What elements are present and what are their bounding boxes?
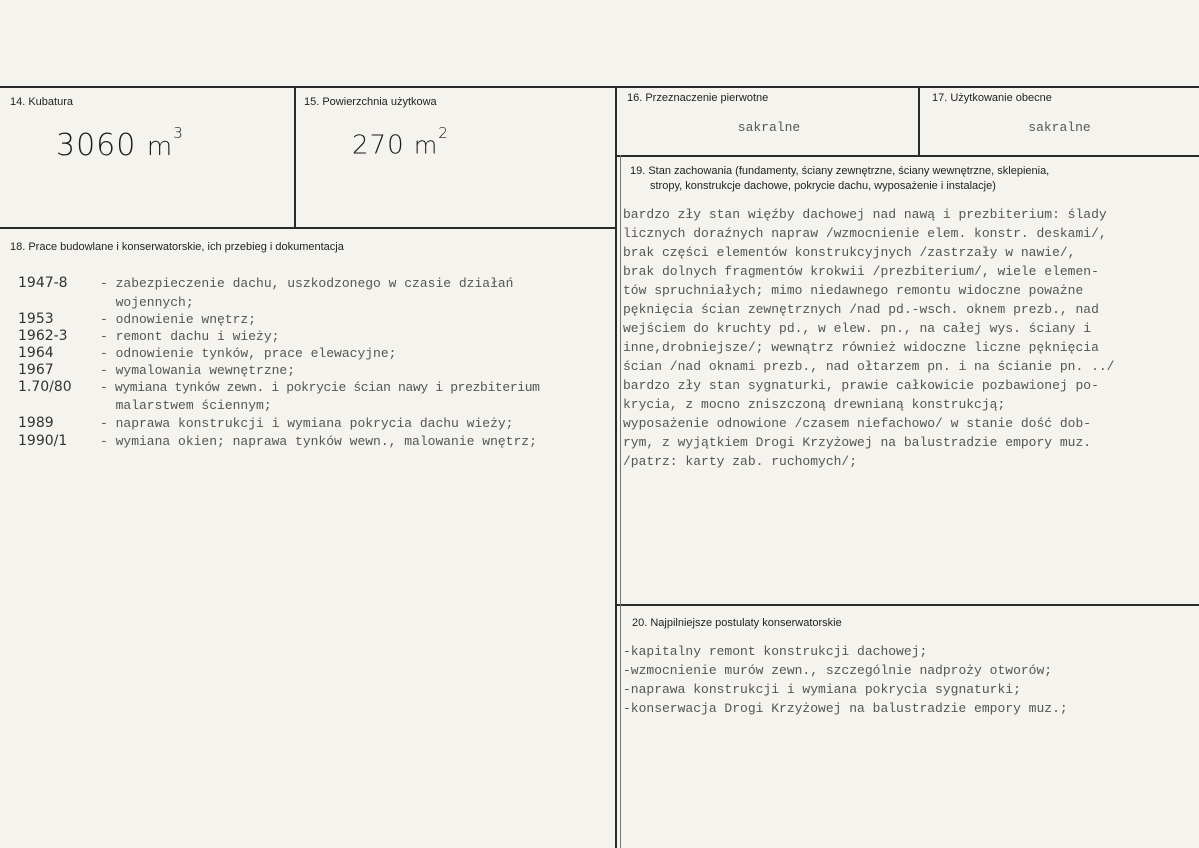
field-16-label: 16. Przeznaczenie pierwotne [627, 92, 769, 104]
work-row: 1990/1 - wymiana okien; naprawa tynków wewn., malowanie wnętrz; [18, 433, 537, 449]
field-14-label: 14. Kubatura [10, 96, 73, 108]
work-row: 1962-3 - remont dachu i wieży; [18, 328, 280, 344]
work-row: malarstwem ściennym; [100, 398, 272, 413]
work-row: 1964 - odnowienie tynków, prace elewacyjne; [18, 345, 397, 361]
field-16-value: sakralne [737, 120, 801, 135]
work-row: 1947-8 - zabezpieczenie dachu, uszkodzonego w czasie działań [18, 275, 514, 291]
condition-line: bardzo zły stan sygnaturki, prawie całkowicie pozbawionej po- [623, 378, 1099, 393]
top-rule [0, 86, 1199, 88]
field-15-value: 270 $m^2$ [352, 124, 449, 161]
condition-line: /patrz: karty zab. ruchomych/; [623, 454, 858, 469]
field-18-label: 18. Prace budowlane i konserwatorskie, ich przebieg i dokumentacja [10, 241, 344, 253]
condition-line: brak dolnych fragmentów krokwii /prezbiterium/, wiele elemen- [623, 264, 1099, 279]
postulate-line: -konserwacja Drogi Krzyżowej na balustradzie empory muz.; [623, 701, 1068, 716]
field-14-value: 3060 $m^3$ [56, 124, 184, 163]
work-row: 1967 - wymalowania wewnętrzne; [18, 362, 296, 378]
rule-below-14-15 [0, 227, 617, 229]
work-row: 1989 - naprawa konstrukcji i wymiana pokrycia dachu wieży; [18, 415, 514, 431]
condition-line: bardzo zły stan więźby dachowej nad nawą i prezbiterium: ślady [623, 207, 1107, 222]
postulate-line: -wzmocnienie murów zewn., szczególnie nadproży otworów; [623, 663, 1053, 678]
condition-line: licznych doraźnych napraw /wzmocnienie elem. konstr. deskami/, [623, 226, 1107, 241]
condition-line: krycia, z mocno zniszczoną drewnianą konstrukcją; [623, 397, 1006, 412]
condition-line: wejściem do kruchty pd., w elew. pn., na całej wys. ściany i [623, 321, 1092, 336]
postulate-line: -kapitalny remont konstrukcji dachowej; [623, 644, 928, 659]
condition-line: brak części elementów konstrukcyjnych /zastrzały w nawie/, [623, 245, 1076, 260]
work-row: 1953 - odnowienie wnętrz; [18, 311, 257, 327]
divider-main [615, 86, 617, 848]
field-19-label: 19. Stan zachowania (fundamenty, ściany zewnętrzne, ściany wewnętrzne, sklepienia, [630, 165, 1050, 177]
field-17-label: 17. Użytkowanie obecne [932, 92, 1052, 104]
work-row: wojennych; [100, 295, 194, 310]
condition-line: inne,drobniejsze/; wewnątrz również widoczne liczne pęknięcia [623, 340, 1099, 355]
divider-14-15 [294, 86, 296, 227]
rule-below-16-17 [617, 155, 1199, 157]
condition-line: ścian /nad oknami prezb., nad ołtarzem pn. i na ścianie pn. ../ [623, 359, 1115, 374]
divider-inner-19 [620, 155, 621, 848]
field-19-label-cont: stropy, konstrukcje dachowe, pokrycie dachu, wyposażenie i instalacje) [650, 180, 996, 192]
work-row: 1.70/80 - wymiana tynków zewn. i pokrycie ścian nawy i prezbiterium [18, 379, 540, 395]
rule-above-20 [617, 604, 1199, 606]
field-17-value: sakralne [1028, 120, 1091, 135]
field-20-label: 20. Najpilniejsze postulaty konserwatorskie [632, 617, 842, 629]
postulate-line: -naprawa konstrukcji i wymiana pokrycia sygnaturki; [623, 682, 1021, 697]
condition-line: wyposażenie odnowione /czasem niefachowo/ w stanie dość dob- [623, 416, 1092, 431]
condition-line: tów spruchniałych; mimo niedawnego remontu widoczne poważne [623, 283, 1084, 298]
condition-line: rym, z wyjątkiem Drogi Krzyżowej na balustradzie empory muz. [623, 435, 1092, 450]
condition-line: pęknięcia ścian zewnętrznych /nad pd.-wsch. oknem prezb., nad [623, 302, 1099, 317]
field-15-label: 15. Powierzchnia użytkowa [304, 96, 437, 108]
